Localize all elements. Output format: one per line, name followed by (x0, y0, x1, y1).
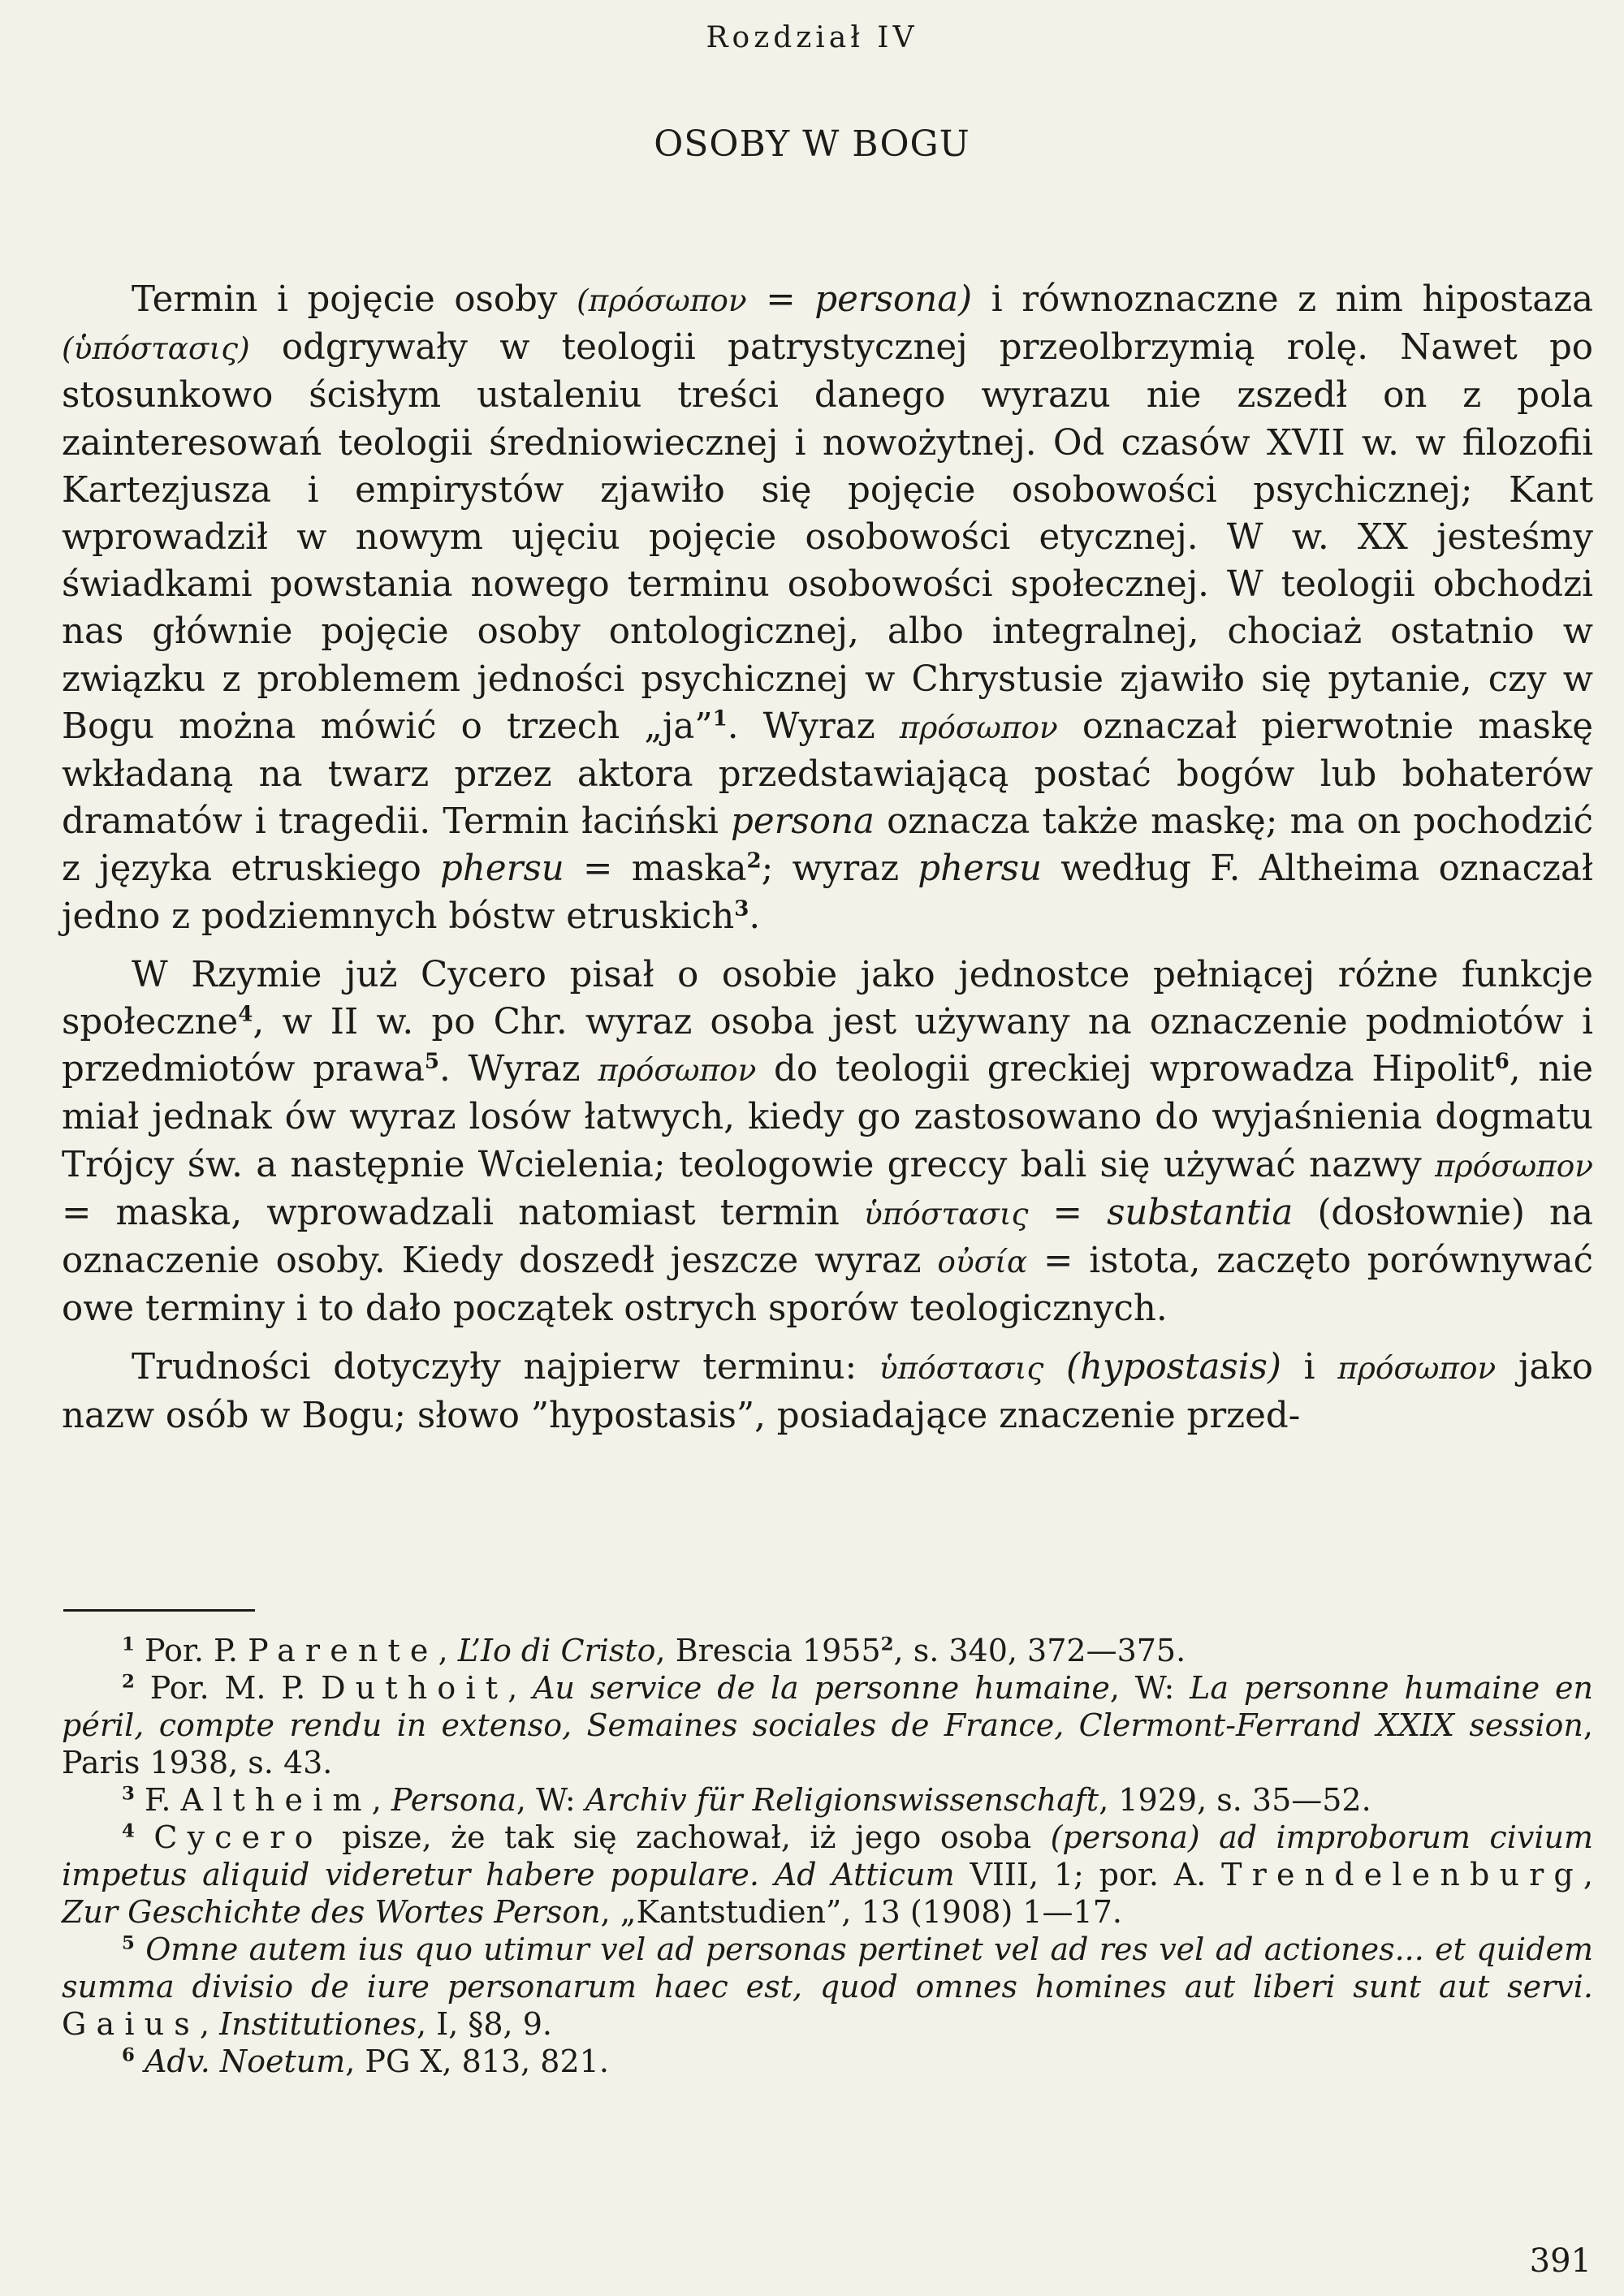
work-title: Archiv für Religionswissenschaft (585, 1782, 1099, 1818)
footnote-ref[interactable]: 4 (238, 1001, 253, 1027)
work-title: Au service de la personne humaine (533, 1670, 1110, 1706)
greek-term: ὑπόστασις (879, 1350, 1044, 1387)
greek-term: (πρόσωπον (577, 283, 747, 318)
italic-term: persona (731, 801, 875, 843)
greek-term: οὐσία (937, 1244, 1028, 1280)
paragraph-2 (62, 952, 1593, 1333)
greek-term: ὑπόστασις (863, 1195, 1029, 1232)
footnote-1 (62, 1632, 1593, 1669)
text-run: Por. P. (144, 1633, 248, 1668)
text-run: F. (144, 1782, 181, 1818)
footnote-2 (62, 1669, 1593, 1781)
latin-quote: Omne autem ius quo utimur vel ad personas pertinet vel ad res vel ad actiones... et quidem summa divisio de iure personarum haec est, quod omnes homines aut liberi sunt aut servi. (62, 1931, 1593, 2005)
italic-term: persona) (814, 279, 973, 320)
footnote-ref[interactable]: 6 (1494, 1048, 1510, 1074)
text-run: , W: (1109, 1670, 1190, 1706)
work-title: Adv. Noetum (144, 2044, 346, 2079)
text-run: . Wyraz (439, 1049, 598, 1090)
text-run: = istota, zaczęto porównywać owe terminy i to dało początek ostrych sporów teologicznych. (62, 1241, 1594, 1330)
footnote-ref[interactable]: 3 (734, 896, 749, 921)
text-run: . (749, 896, 761, 937)
footnotes (62, 1632, 1593, 2080)
text-run: jako nazw osób w Bogu; słowo ”hypostasis”, posiadające znaczenie przed- (62, 1347, 1593, 1436)
greek-term: πρόσωπον (899, 709, 1058, 745)
text-run: , (1583, 1857, 1593, 1892)
chapter-title: OSOBY W BOGU (654, 123, 970, 165)
italic-term: phersu (440, 848, 564, 890)
greek-term: πρόσωπον (598, 1052, 757, 1089)
text-run: do teologii greckiej wprowadza Hipolit (756, 1049, 1495, 1090)
text-run: i (1281, 1347, 1338, 1388)
text-run: (dosłownie) na oznaczenie osoby. Kiedy doszedł jeszcze wyraz (62, 1192, 1593, 1282)
text-run: , I, §8, 9. (417, 2006, 552, 2042)
text-run: , (199, 2006, 220, 2042)
text-run: , nie miał jednak ów wyraz losów łatwych, kiedy go zastosowano do wyjaśnienia dogmatu Trójcy św. a następnie Wcielenia; teologowie greccy bali się używać nazwy (62, 1049, 1593, 1185)
author-name: Duthoit (321, 1670, 508, 1706)
footnote-number: 5 (122, 1932, 135, 1954)
text-run: Termin i pojęcie osoby (132, 279, 577, 320)
footnote-number: 6 (122, 2044, 135, 2066)
italic-term: substantia (1107, 1192, 1294, 1233)
text-run: , PG X, 813, 821. (345, 2044, 609, 2079)
italic-term: (hypostasis) (1043, 1347, 1281, 1388)
text-run: pisze, że tak się zachował, iż jego osoba (322, 1819, 1051, 1855)
text-run: według F. Altheima oznaczał jedno z podziemnych bóstw etruskich (62, 848, 1593, 937)
text-run: = maska (564, 848, 747, 890)
text-run: oznaczał pierwotnie maskę wkładaną na twarz przez aktora przedstawiającą postać bogów lub bohaterów dramatów i tragedii. Termin łaciński (62, 706, 1593, 843)
text-run: VIII, 1; por. A. (954, 1857, 1222, 1892)
text-run: i równoznaczne z nim hipostaza (972, 279, 1594, 320)
footnote-ref[interactable]: 1 (712, 706, 728, 732)
text-run: , 1929, s. 35—52. (1099, 1782, 1371, 1818)
footnote-number: 1 (122, 1634, 135, 1655)
footnote-5 (62, 1931, 1593, 2043)
text-run: ; wyraz (761, 848, 918, 890)
work-title: Institutiones (219, 2006, 417, 2042)
work-title: L’Io di Cristo (457, 1633, 656, 1668)
work-title: (persona) ad improborum civium impetus aliquid videretur habere populare. Ad Atticum (62, 1819, 1593, 1892)
work-title: La personne humaine en péril, compte rendu in extenso, Semaines sociales de France, Clermont-Ferrand XXIX session (62, 1670, 1593, 1743)
author-name: Cycero (153, 1819, 323, 1855)
text-run: , w II w. po Chr. wyraz osoba jest używany na oznaczenie podmiotów i przedmiotów prawa (62, 1002, 1593, 1090)
text-run: . Wyraz (727, 706, 900, 747)
footnote-3 (62, 1781, 1593, 1819)
text-run: = maska, wprowadzali natomiast termin (62, 1192, 864, 1233)
work-title: Persona (391, 1782, 516, 1818)
text-run: , Brescia 1955 (655, 1633, 881, 1668)
text-run: oznacza także maskę; ma on pochodzić z języka etruskiego (62, 801, 1593, 890)
footnote-number: 4 (122, 1820, 135, 1842)
text-run: , (508, 1670, 533, 1706)
text-run: , „Kantstudien”, 13 (1908) 1—17. (600, 1894, 1122, 1930)
footnote-ref[interactable]: 2 (746, 848, 762, 874)
page-number: 391 (1529, 2242, 1592, 2280)
footnote-ref[interactable]: 5 (424, 1048, 440, 1074)
paragraph-3 (62, 1344, 1593, 1439)
author-name: Parente (248, 1633, 438, 1668)
text-run: , (438, 1633, 458, 1668)
author-name: Gaius (62, 2006, 200, 2042)
greek-term: πρόσωπον (1435, 1147, 1593, 1184)
italic-term: phersu (918, 848, 1042, 890)
greek-term: πρόσωπον (1337, 1350, 1497, 1387)
footnote-4 (62, 1819, 1593, 1931)
text-run: = (746, 279, 815, 320)
footnote-number: 2 (122, 1671, 135, 1693)
greek-term: (ὑπόστασις) (62, 330, 250, 367)
text-run: odgrywały w teologii patrystycznej przeolbrzymią rolę. Nawet po stosunkowo ścisłym ustaleniu treści danego wyrazu nie zszedł on z pola zainteresowań teologii średniowiecznej i nowożytnej. Od czasów XVII w. w filozofii Kartezjusza i empirystów zjawiło się pojęcie osobowości psychicznej; Kant wprowadził w nowym ujęciu pojęcie osobowości etycznej. W w. XX jesteśmy świadkami powstania nowego terminu osobowości społecznej. W teologii obchodzi nas głównie pojęcie osoby ontologicznej, albo integralnej, chociaż ostatnio w związku z problemem jedności psychicznej w Chrystusie zjawiło się pytanie, czy w Bogu można mówić o trzech „ja” (62, 327, 1593, 747)
text-run: , Paris 1938, s. 43. (62, 1707, 1593, 1780)
work-title: Zur Geschichte des Wortes Person (62, 1894, 601, 1930)
text-run: , s. 340, 372—375. (893, 1633, 1186, 1668)
footnote-6 (62, 2043, 1593, 2080)
author-name: Altheim (180, 1782, 372, 1818)
footnote-divider (63, 1609, 255, 1612)
author-name: Trendelenburg (1221, 1857, 1583, 1892)
text-run: , (371, 1782, 391, 1818)
text-run: , W: (516, 1782, 585, 1818)
paragraph-1 (62, 276, 1593, 940)
text-run: = (1028, 1192, 1108, 1233)
footnote-number: 3 (122, 1783, 135, 1805)
text-run: W Rzymie już Cycero pisał o osobie jako jednostce pełniącej różne funkcje społeczne (62, 954, 1593, 1043)
text-run: Trudności dotyczyły najpierw terminu: (132, 1347, 879, 1388)
edition-number: 2 (880, 1634, 894, 1655)
chapter-heading: Rozdział IV (706, 21, 918, 54)
text-run: Por. M. P. (149, 1670, 322, 1706)
body-text (62, 276, 1593, 1439)
